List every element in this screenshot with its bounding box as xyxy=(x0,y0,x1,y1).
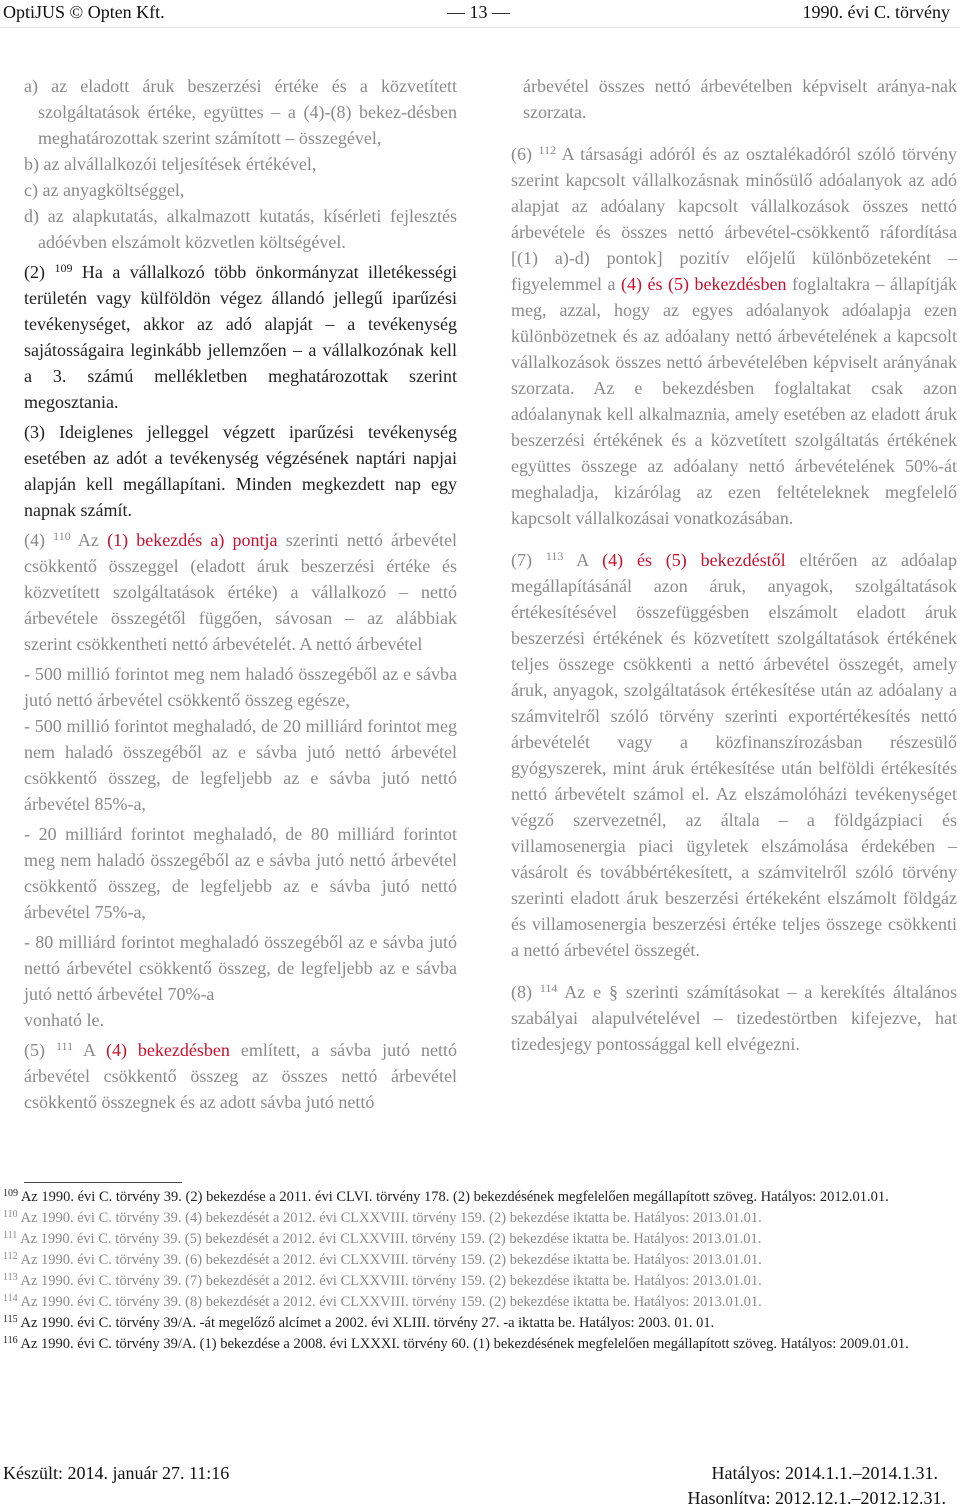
p5-continuation: árbevétel összes nettó árbevételben képviselt aránya-nak szorzata. xyxy=(523,76,957,122)
page-number: — 13 — xyxy=(447,2,510,22)
item-c-text: az anyagköltséggel, xyxy=(42,180,185,200)
p4-reference-link[interactable]: (1) bekezdés a) pontja xyxy=(107,530,278,550)
footnote-ref-111[interactable]: 111 xyxy=(55,1039,74,1053)
paragraph-7 xyxy=(511,547,957,963)
p5-number: (5) xyxy=(24,1040,45,1060)
footnote-number: 114 xyxy=(3,1293,18,1304)
item-b-text: az alvállalkozói teljesítések értékével, xyxy=(43,154,317,174)
footnote-ref-110[interactable]: 110 xyxy=(53,529,71,543)
p3-number: (3) xyxy=(24,422,45,442)
footnote-112 xyxy=(3,1250,956,1271)
paragraph-8 xyxy=(511,979,957,1057)
footnote-text: Az 1990. évi C. törvény 39. (6) bekezdését a 2012. évi CLXXVIII. törvény 159. (2) bekezdése iktatta be. Hatályos: 2013.01.01. xyxy=(20,1252,762,1268)
footnote-divider xyxy=(24,1182,182,1183)
p8-text: Az e § szerinti számításokat – a kerekítés általános szabályai alapulvételével – tizedestörtben kifejezve, hat tizedesjegy pontossággal kell elvégezni. xyxy=(511,982,957,1054)
footnote-115 xyxy=(3,1313,956,1334)
footnote-text: Az 1990. évi C. törvény 39/A. (1) bekezdése a 2008. évi LXXXI. törvény 60. (1) bekezdésének megfelelően megállapított szöveg. Hatályos: 2009.01.01. xyxy=(20,1336,909,1352)
p4-dash-1: - 500 millió forintot meg nem haladó összegéből az e sávba jutó nettó árbevétel csökkentő összeg egésze, xyxy=(24,664,457,710)
footer-effective: Hatályos: 2014.1.1.–2014.1.31. xyxy=(711,1463,938,1483)
p4-dash-3: - 20 milliárd forintot meghaladó, de 80 milliárd forintot meg nem haladó összegéből az e sávba jutó nettó árbevétel csökkentő összeg, de legfeljebb az e sávba jutó nettó árbevétel 75%-a, xyxy=(24,824,457,922)
footnote-ref-109[interactable]: 109 xyxy=(54,261,73,275)
footnote-111 xyxy=(3,1229,956,1250)
footnote-ref-113[interactable]: 113 xyxy=(545,549,564,563)
item-d-label: d) xyxy=(24,206,39,226)
footer-created: Készült: 2014. január 27. 11:16 xyxy=(3,1463,230,1483)
item-a xyxy=(24,73,457,151)
item-b xyxy=(24,151,457,177)
p6-number: (6) xyxy=(511,144,532,164)
p5-pre: A xyxy=(83,1040,96,1060)
paragraph-2 xyxy=(24,259,457,415)
p2-text: Ha a vállalkozó több önkormányzat illetékességi területén vagy külföldön végez állandó jellegű iparűzési tevékenységet, akkor az adó alapját – a tevékenység sajátosságaira leginkább jellemzően – a vállalkozónak kell a 3. számú mellékletben meghatározottak szerint megosztania. xyxy=(24,262,458,412)
p4-number: (4) xyxy=(24,530,45,550)
header-divider xyxy=(0,27,960,28)
p5-reference-link[interactable]: (4) bekezdésben xyxy=(105,1040,230,1060)
right-column xyxy=(511,73,957,1057)
p3-text: Ideiglenes jelleggel végzett iparűzési tevékenység esetében az adót a tevékenység végzésének naptári napjai alapján kell megállapítani. Minden megkezdett nap egy napnak számít. xyxy=(24,422,457,520)
footer-compared: Hasonlítva: 2012.12.1.–2012.12.31. xyxy=(687,1488,946,1508)
footnotes xyxy=(3,1187,956,1355)
p7-reference-link[interactable]: (4) és (5) bekezdéstől xyxy=(602,550,786,570)
footnote-110 xyxy=(3,1208,956,1229)
p6-reference-link[interactable]: (4) és (5) bekezdésben xyxy=(621,274,787,294)
paragraph-4 xyxy=(24,527,457,1033)
p4-pre: Az xyxy=(77,530,99,550)
item-b-label: b) xyxy=(24,154,39,174)
item-a-label: a) xyxy=(24,76,38,96)
p7-pre: A xyxy=(576,550,589,570)
p5-text: említett, a sávba jutó nettó árbevétel csökkentő összeg az összes nettó árbevétel csökkentő összegnek és az adott sávba jutó nettó xyxy=(24,1040,458,1112)
footnote-text: Az 1990. évi C. törvény 39. (7) bekezdését a 2012. évi CLXXVIII. törvény 159. (2) bekezdése iktatta be. Hatályos: 2013.01.01. xyxy=(20,1273,762,1289)
footnote-number: 111 xyxy=(3,1230,18,1241)
footnote-113 xyxy=(3,1271,956,1292)
footnote-ref-112[interactable]: 112 xyxy=(538,143,557,157)
paragraph-6 xyxy=(511,141,957,531)
footnote-116 xyxy=(3,1334,956,1355)
footnote-number: 112 xyxy=(3,1251,18,1262)
p4-dash-2: - 500 millió forintot meghaladó, de 20 milliárd forintot meg nem haladó összegéből az e sávba jutó nettó árbevétel csökkentő összeg, de legfeljebb az e sávba jutó nettó árbevétel 85%-a, xyxy=(24,716,457,814)
item-d xyxy=(24,203,457,255)
footnote-text: Az 1990. évi C. törvény 39/A. -át megelőző alcímet a 2002. évi XLIII. törvény 27. -a iktatta be. Hatályos: 2003. 01. 01. xyxy=(20,1315,715,1331)
left-column xyxy=(24,73,457,1115)
footnote-text: Az 1990. évi C. törvény 39. (8) bekezdését a 2012. évi CLXXVIII. törvény 159. (2) bekezdése iktatta be. Hatályos: 2013.01.01. xyxy=(20,1294,762,1310)
p7-number: (7) xyxy=(511,550,532,570)
header-right: 1990. évi C. törvény xyxy=(802,2,950,22)
p8-number: (8) xyxy=(511,982,532,1002)
p4-end: vonható le. xyxy=(24,1010,104,1030)
footnote-number: 115 xyxy=(3,1314,18,1325)
footnote-number: 109 xyxy=(3,1188,18,1199)
item-d-text: az alapkutatás, alkalmazott kutatás, kísérleti fejlesztés adóévben elszámolt közvetlen költségével. xyxy=(38,206,458,252)
footnote-number: 110 xyxy=(3,1209,18,1220)
footnote-number: 116 xyxy=(3,1335,18,1346)
header-left: OptiJUS © Opten Kft. xyxy=(3,2,165,22)
footnote-text: Az 1990. évi C. törvény 39. (4) bekezdését a 2012. évi CLXXVIII. törvény 159. (2) bekezdése iktatta be. Hatályos: 2013.01.01. xyxy=(20,1210,762,1226)
p4-text: szerinti nettó árbevétel csökkentő összeggel (eladott áruk beszerzési értéke és közvetített szolgáltatások értéke) a vállalkozó – nettó árbevétele összegétől függően, sávosan – az alábbiak szerint csökkentheti nettó árbevételét. A nettó árbevétel xyxy=(24,530,457,654)
footnote-text: Az 1990. évi C. törvény 39. (2) bekezdése a 2011. évi CLVI. törvény 178. (2) bekezdésének megfelelően megállapított szöveg. Hatályos: 2012.01.01. xyxy=(20,1189,889,1205)
item-c xyxy=(24,177,457,203)
paragraph-3 xyxy=(24,419,457,523)
p6-text-a: A társasági adóról és az osztalékadóról szóló törvény szerint kapcsolt vállalkozásnak minősülő adóalanyok az adó alapjat az adóalany kapcsolt vállalkozások összes nettó árbevétele és összes nettó árbevétel-csökkentő ráfordítása [(1) a)-d) pontok] pozitív előjelű különbözeteként – figyelemmel a xyxy=(511,144,958,294)
footnote-114 xyxy=(3,1292,956,1313)
footnote-number: 113 xyxy=(3,1272,18,1283)
p2-number: (2) xyxy=(24,262,45,282)
item-a-text: az eladott áruk beszerzési értéke és a közvetített szolgáltatások értéke, együttes – a (4)-(8) bekez-désben meghatározottak szerint számított – összegével, xyxy=(38,76,457,148)
item-c-label: c) xyxy=(24,180,38,200)
p7-text: eltérően az adóalap megállapításánál azon áruk, anyagok, szolgáltatások értékesítésével összefüggésben elszámolt eladott áruk beszerzési értékének és közvetített szolgáltatások értékének teljes összege csökkenti a nettó árbevétel összegét, amely áruk, anyagok, szolgáltatások értékesítése után az adóalany a számvitelről szóló törvény szerinti exportértékesítés nettó árbevételét vagy a közfinanszírozásban részesülő gyógyszerek, mint áruk értékesítése után belföldi értékesítés nettó árbevételt számol el. Az elszámolóházi tevékenységet végző szervezetnél, az általa – a földgázpiaci és villamosenergia piaci ügyletek elszámolása érdekében – vásárolt és továbbértékesített, a számvitelről szóló törvény szerinti eladott áruk beszerzési értékeként elszámolt földgáz és villamosenergia beszerzési értéke teljes összege csökkenti a nettó árbevétel összegét. xyxy=(511,550,958,960)
paragraph-5 xyxy=(24,1037,457,1115)
footnote-109 xyxy=(3,1187,956,1208)
footnote-ref-114[interactable]: 114 xyxy=(539,981,558,995)
footnote-text: Az 1990. évi C. törvény 39. (5) bekezdését a 2012. évi CLXXVIII. törvény 159. (2) bekezdése iktatta be. Hatályos: 2013.01.01. xyxy=(20,1231,762,1247)
p6-text-b: foglaltakra – állapítják meg, azzal, hogy az egyes adóalanyok adóalapja ezen különbözetnek és az adóalany nettó árbevételének a kapcsolt vállalkozások összes nettó árbevételében képviselt arányának szorzata. Az e bekezdésben foglaltakat csak azon adóalanynak kell alkalmaznia, amely esetében az eladott áruk beszerzési értékének és a közvetített szolgáltatás értékének együttes összege az adóalany nettó árbevételének 50%-át meghaladja, kizárólag az ezen feltételeknek megfelelő kapcsolt vállalkozásai vonatkozásában. xyxy=(511,274,958,528)
p4-dash-4: - 80 milliárd forintot meghaladó összegéből az e sávba jutó nettó árbevétel csökkentő összeg, de legfeljebb az e sávba jutó nettó árbevétel 70%-a xyxy=(24,932,457,1004)
